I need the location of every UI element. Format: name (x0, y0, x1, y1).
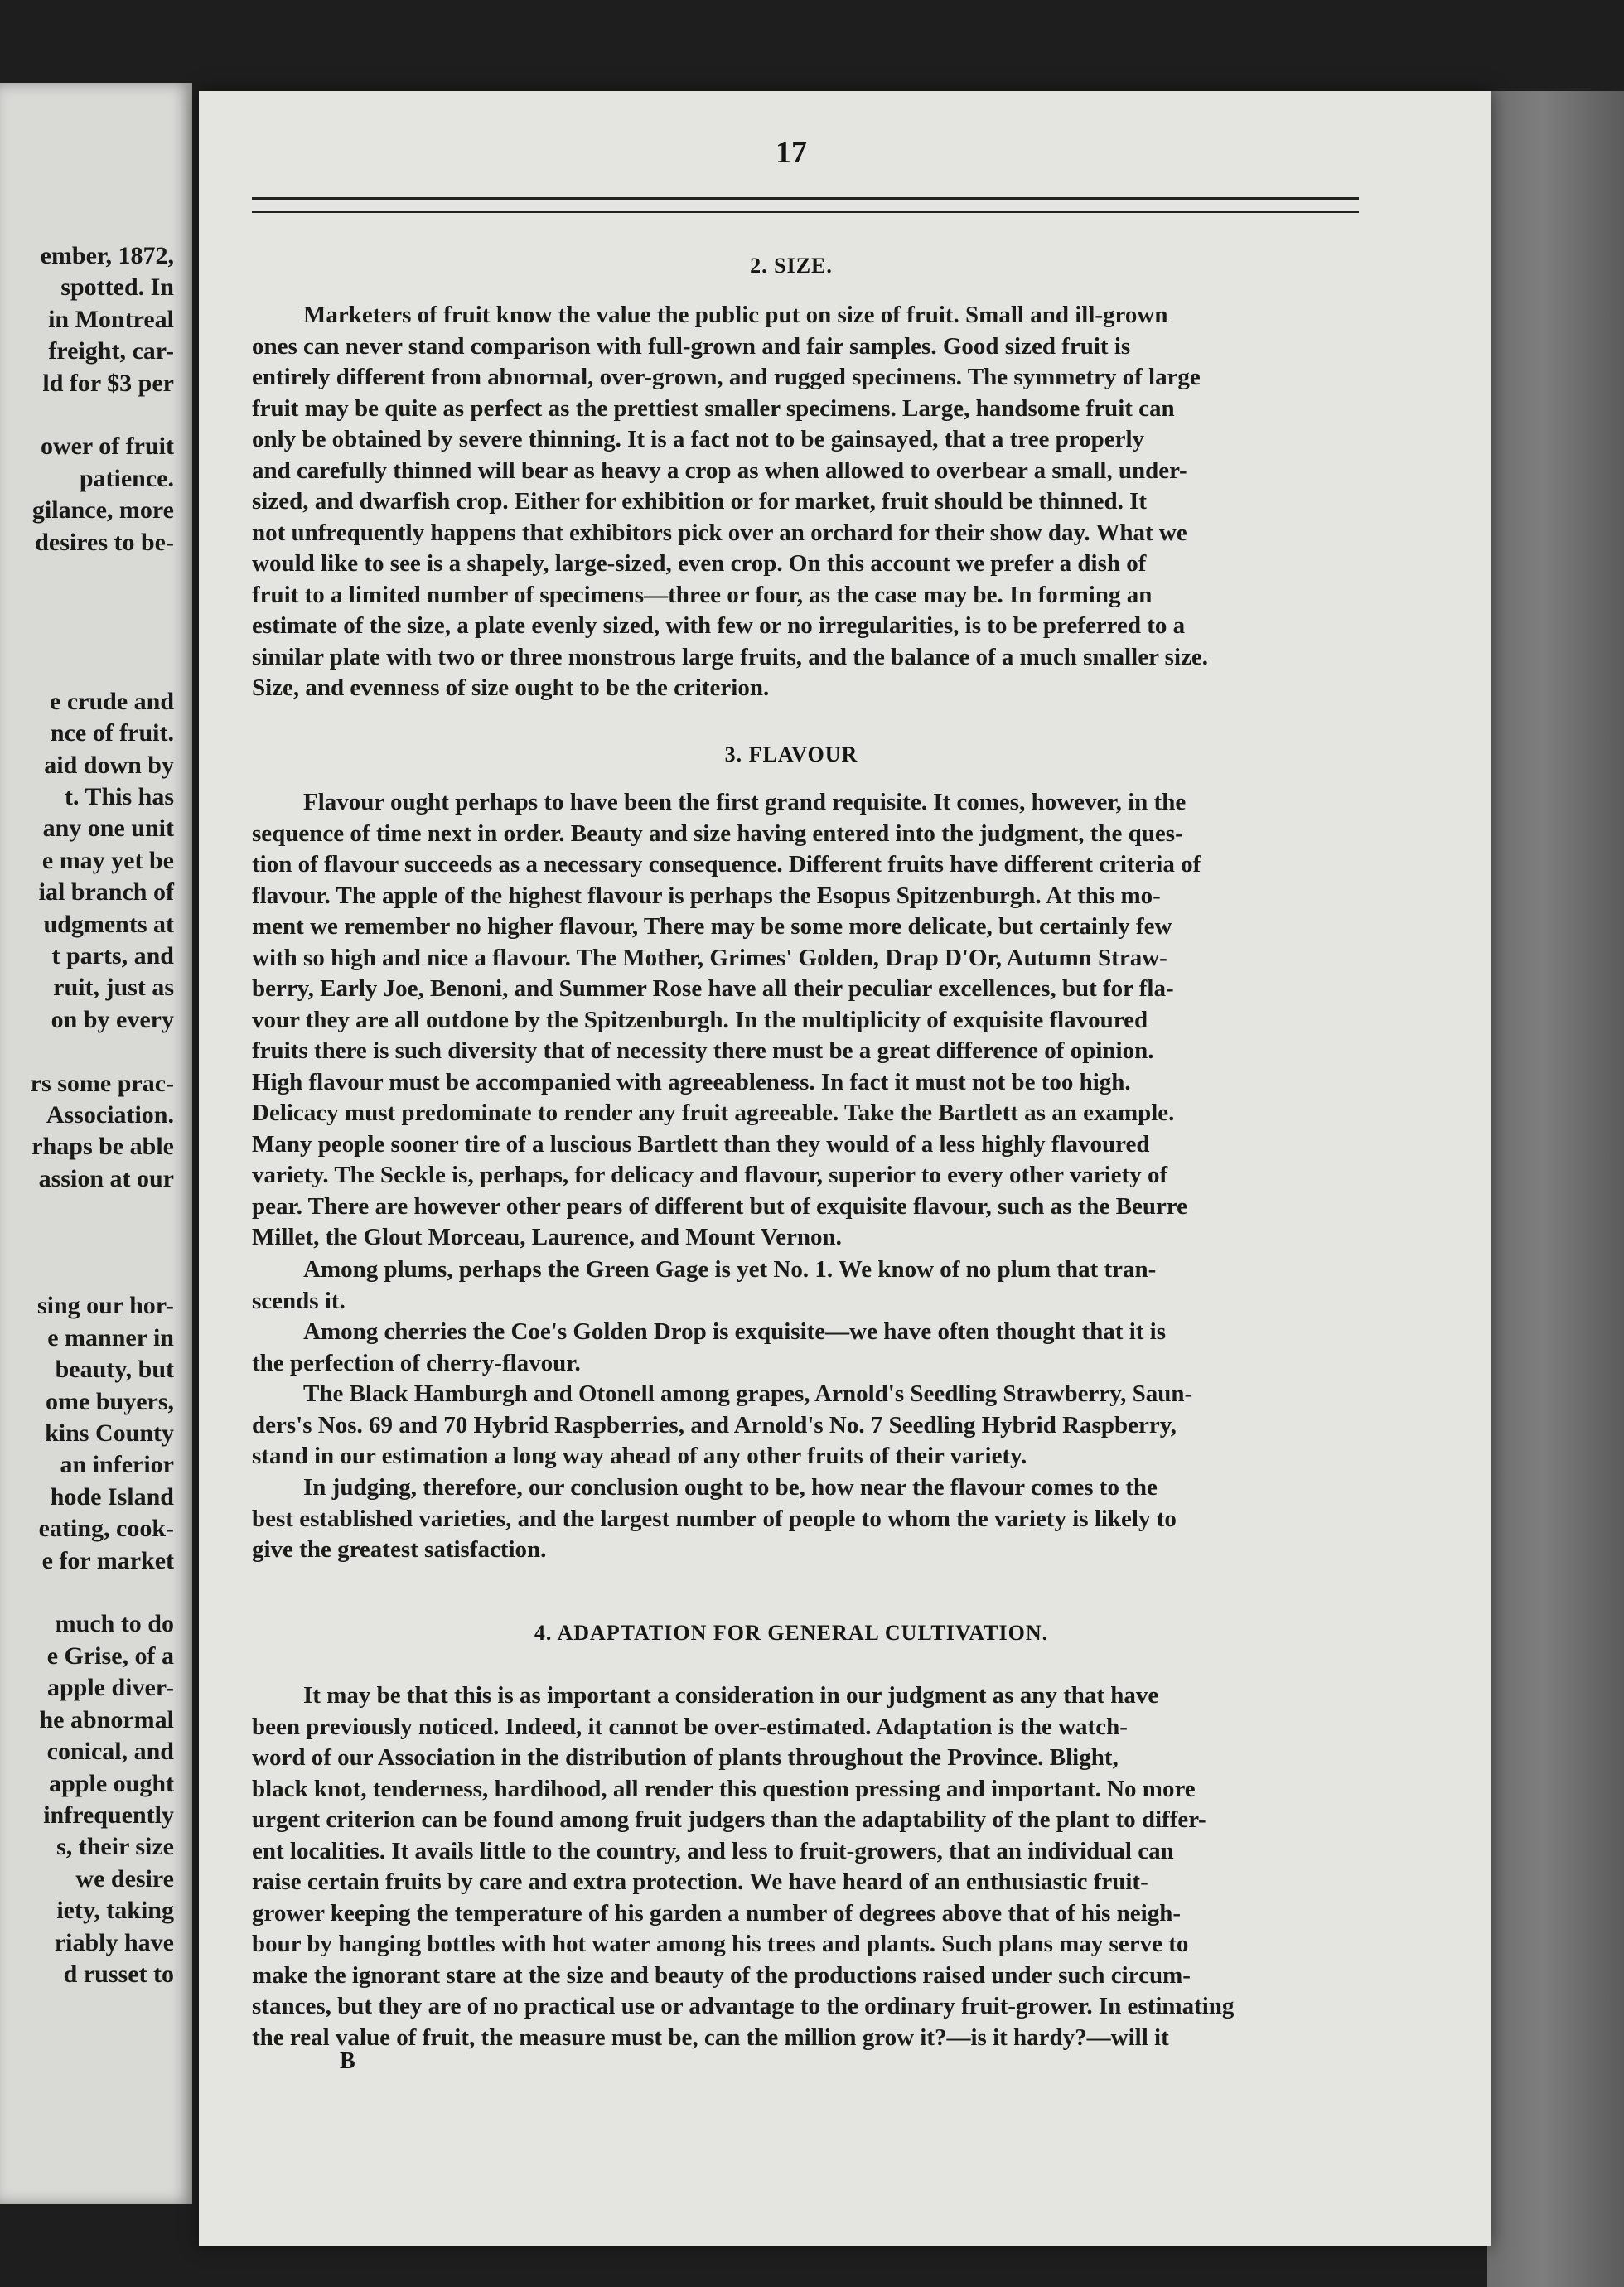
text-line: sized, and dwarfish crop. Either for exhibition or for market, fruit should be thinned. It (252, 488, 1148, 515)
text-line: Among cherries the Coe's Golden Drop is exquisite—we have often thought that it is (303, 1318, 1167, 1345)
text-line: berry, Early Joe, Benoni, and Summer Rose have all their peculiar excellences, but for fla- (252, 975, 1174, 1002)
text-line: variety. The Seckle is, perhaps, for delicacy and flavour, superior to every other variety of (252, 1162, 1168, 1188)
text-line: urgent criterion can be found among fruit judgers than the adaptability of the plant to differ- (252, 1806, 1206, 1833)
left-page-line: freight, car- (48, 337, 174, 365)
left-page-text (31, 240, 174, 1990)
paragraph-flavour-plums (252, 1255, 1362, 1317)
left-page-line: we desire (75, 1864, 174, 1893)
left-page-line: kins County (45, 1419, 174, 1448)
text-line: fruit to a limited number of specimens—three or four, as the case may be. In forming an (252, 581, 1153, 608)
text-line: and carefully thinned will bear as heavy a crop as when allowed to overbear a small, under- (252, 457, 1187, 484)
left-page-line (31, 1259, 174, 1290)
text-line: raise certain fruits by care and extra protection. We have heard of an enthusiastic fruit- (252, 1869, 1148, 1895)
paragraph-flavour-cherries (252, 1317, 1362, 1379)
left-page-line: any one unit (42, 815, 174, 843)
text-line: sequence of time next in order. Beauty and size having entered into the judgment, the ques- (252, 820, 1183, 847)
left-page-line: in Montreal (48, 305, 174, 333)
text-line: fruit may be quite as perfect as the prettiest smaller specimens. Large, handsome fruit can (252, 394, 1175, 422)
header-rule (252, 197, 1359, 213)
left-page-line: riably have (54, 1928, 174, 1956)
left-page-line: iety, taking (56, 1897, 174, 1925)
text-line: grower keeping the temperature of his garden a number of degrees above that of his neigh- (252, 1899, 1182, 1927)
left-page-line: conical, and (46, 1738, 174, 1766)
paragraph-flavour-1 (252, 787, 1362, 1254)
left-page-line: infrequently (43, 1801, 174, 1829)
text-line: the perfection of cherry-flavour. (252, 1349, 581, 1376)
text-line: stances, but they are of no practical use or advantage to the ordinary fruit-grower. In estimating (252, 1993, 1235, 2019)
text-line: Many people sooner tire of a luscious Bartlett than they would of a less highly flavoured (252, 1130, 1150, 1158)
text-line: bour by hanging bottles with hot water among his trees and plants. Such plans may serve to (252, 1931, 1189, 1957)
left-page-line: spotted. In (60, 273, 174, 302)
left-page-line: on by every (51, 1005, 174, 1033)
text-line: flavour. The apple of the highest flavour is perhaps the Esopus Spitzenburgh. At this mo- (252, 882, 1161, 909)
book-edge (1487, 91, 1624, 2287)
left-page-line (31, 622, 174, 654)
left-page-line: desires to be- (35, 528, 174, 556)
text-line: been previously noticed. Indeed, it cannot be over-estimated. Adaptation is the watch- (252, 1713, 1128, 1740)
text-line: scends it. (252, 1287, 346, 1314)
left-page-line: s, their size (56, 1833, 174, 1861)
left-page-line (31, 399, 174, 431)
text-line: In judging, therefore, our conclusion ought to be, how near the flavour comes to the (303, 1474, 1158, 1501)
text-line: only be obtained by severe thinning. It is a fact not to be gainsayed, that a tree properly (252, 426, 1145, 452)
left-page-line: e crude and (50, 687, 174, 715)
left-page-line: gilance, more (31, 496, 174, 525)
left-page-line: udgments at (43, 910, 174, 938)
left-page-line: e for market (41, 1546, 174, 1574)
text-line: not unfrequently happens that exhibitors pick over an orchard for their show day. What we (252, 519, 1187, 546)
left-page-line: apple ought (49, 1769, 174, 1797)
text-line: It may be that this is as important a consideration in our judgment as any that have (303, 1682, 1159, 1709)
left-page-line (31, 1036, 174, 1067)
left-page-line: e manner in (47, 1323, 174, 1351)
text-line: ent localities. It avails little to the country, and less to fruit-growers, that an individual can (252, 1837, 1174, 1864)
signature-mark: B (340, 2048, 355, 2074)
left-page-line (31, 1227, 174, 1259)
text-line: High flavour must be accompanied with agreeableness. In fact it must not be too high. (252, 1068, 1131, 1095)
text-line: similar plate with two or three monstrous large fruits, and the balance of a much smaller size. (252, 643, 1209, 670)
left-page-line: d russet to (63, 1960, 174, 1988)
left-page-line: hode Island (50, 1482, 174, 1511)
left-page-line: eating, cook- (38, 1515, 174, 1543)
text-line: Delicacy must predominate to render any fruit agreeable. Take the Bartlett as an example. (252, 1100, 1175, 1126)
document-page (199, 91, 1491, 2246)
left-page-line: he abnormal (39, 1705, 174, 1733)
text-line: The Black Hamburgh and Otonell among grapes, Arnold's Seedling Strawberry, Saun- (303, 1380, 1193, 1407)
left-page-line: rs some prac- (30, 1069, 174, 1097)
left-page-line: t parts, and (51, 941, 174, 969)
left-page-line: beauty, but (55, 1356, 174, 1384)
left-page-line: sing our hor- (36, 1292, 174, 1320)
text-line: with so high and nice a flavour. The Mother, Grimes' Golden, Drap D'Or, Autumn Straw- (252, 944, 1167, 971)
left-page-line: e Grise, of a (46, 1642, 174, 1670)
text-line: fruits there is such diversity that of necessity there must be a great difference of opinion. (252, 1037, 1154, 1064)
text-line: pear. There are however other pears of different but of exquisite flavour, such as the Beurre (252, 1192, 1188, 1220)
text-line: tion of flavour succeeds as a necessary consequence. Different fruits have different criteria of (252, 851, 1201, 878)
section-heading-flavour: 3. FLAVOUR (724, 742, 858, 766)
left-page-line: ower of fruit (40, 433, 174, 461)
text-line: ders's Nos. 69 and 70 Hybrid Raspberries, and Arnold's No. 7 Seedling Hybrid Raspberry, (252, 1411, 1177, 1438)
text-line: vour they are all outdone by the Spitzenburgh. In the multiplicity of exquisite flavoured (252, 1006, 1148, 1033)
text-line: the real value of fruit, the measure must be, can the million grow it?—is it hardy?—will it (252, 2023, 1169, 2051)
left-page-line: ruit, just as (53, 974, 174, 1002)
paragraph-flavour-grapes (252, 1379, 1362, 1472)
text-line: entirely different from abnormal, over-grown, and rugged specimens. The symmetry of large (252, 364, 1201, 390)
left-page-line: e may yet be (41, 846, 174, 874)
left-page-line (31, 1195, 174, 1226)
paragraph-flavour-judging (252, 1472, 1362, 1566)
paragraph-adaptation (252, 1680, 1362, 2053)
text-line: ment we remember no higher flavour, There may be some more delicate, but certainly few (252, 913, 1172, 940)
page-number: 17 (776, 135, 807, 170)
left-page-line: ember, 1872, (40, 242, 174, 269)
left-page-line (31, 1577, 174, 1608)
left-page-fragment (0, 83, 192, 2204)
left-page-line: rhaps be able (31, 1133, 174, 1161)
text-line: black knot, tenderness, hardihood, all render this question pressing and important. No more (252, 1775, 1196, 1802)
left-page-line: ome buyers, (46, 1387, 174, 1415)
text-line: ones can never stand comparison with full-grown and fair samples. Good sized fruit is (252, 332, 1131, 360)
left-page-line: much to do (55, 1610, 174, 1638)
left-page-line: apple diver- (46, 1674, 174, 1702)
left-page-line: aid down by (44, 751, 174, 779)
text-line: word of our Association in the distribution of plants throughout the Province. Blight, (252, 1744, 1119, 1771)
text-line: stand in our estimation a long way ahead of any other fruits of their variety. (252, 1443, 1027, 1469)
left-page-line (31, 590, 174, 621)
left-page-line: patience. (79, 464, 174, 492)
left-page-line: ial branch of (38, 878, 174, 907)
left-page-line: ld for $3 per (42, 369, 174, 397)
left-page-line (31, 558, 174, 590)
section-heading-adaptation: 4. ADAPTATION FOR GENERAL CULTIVATION. (534, 1621, 1049, 1645)
section-heading-size: 2. SIZE. (750, 254, 833, 278)
left-page-line: assion at our (38, 1164, 174, 1192)
text-line: Size, and evenness of size ought to be the criterion. (252, 674, 770, 701)
text-line: estimate of the size, a plate evenly sized, with few or no irregularities, is to be preferred to a (252, 612, 1186, 639)
left-page-line: an inferior (60, 1451, 174, 1479)
text-line: would like to see is a shapely, large-sized, even crop. On this account we prefer a dish of (252, 550, 1147, 577)
text-line: Flavour ought perhaps to have been the first grand requisite. It comes, however, in the (303, 789, 1187, 815)
left-page-line: nce of fruit. (50, 719, 174, 747)
text-line: give the greatest satisfaction. (252, 1536, 547, 1563)
left-page-line (31, 654, 174, 685)
left-page-line: Association. (46, 1100, 174, 1129)
text-line: best established varieties, and the largest number of people to whom the variety is likely to (252, 1505, 1177, 1532)
paragraph-size (252, 300, 1362, 704)
text-line: Millet, the Glout Morceau, Laurence, and Mount Vernon. (252, 1224, 842, 1250)
left-page-line: t. This has (64, 782, 174, 810)
text-line: Marketers of fruit know the value the public put on size of fruit. Small and ill-grown (303, 302, 1168, 328)
text-line: make the ignorant stare at the size and beauty of the productions raised under such circum- (252, 1961, 1191, 1989)
text-line: Among plums, perhaps the Green Gage is yet No. 1. We know of no plum that tran- (303, 1256, 1157, 1283)
